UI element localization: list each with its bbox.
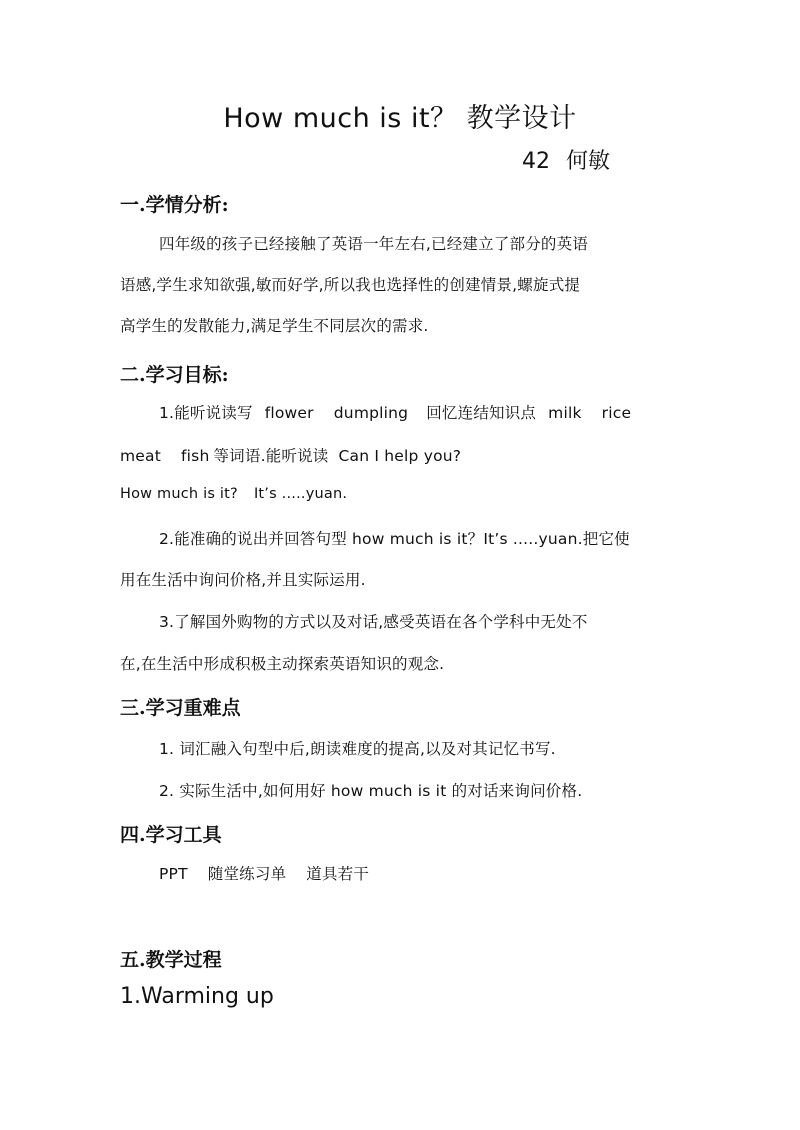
key-point-item: 2. 实际生活中,如何用好 how much is it 的对话来询问价格.	[159, 782, 583, 800]
document-title: How much is it？ 教学设计	[223, 103, 577, 134]
tool-item: 随堂练习单	[207, 865, 287, 883]
objective-3-line-2: 在,在生活中形成积极主动探索英语知识的观念.	[120, 655, 445, 673]
key-point-item: 1. 词汇融入句型中后,朗读难度的提高,以及对其记忆书写.	[159, 740, 556, 758]
objective-1-line-1	[159, 401, 631, 423]
paragraph-line: 四年级的孩子已经接触了英语一年左右,已经建立了部分的英语	[159, 235, 589, 253]
objective-2-line-2: 用在生活中询问价格,并且实际运用.	[120, 571, 366, 589]
paragraph-line: 高学生的发散能力,满足学生不同层次的需求.	[120, 317, 429, 335]
tools-line	[159, 862, 369, 884]
objective-2-line-1: 2.能准确的说出并回答句型 how much is it？It’s .....yuan.把它使	[159, 530, 630, 548]
vocab-word: milk	[548, 404, 582, 422]
tool-item: 道具若干	[306, 865, 370, 883]
example-question: Can I help you?	[338, 447, 462, 465]
author-name: 何敏	[566, 149, 611, 174]
objective-text: 回忆连结知识点	[426, 404, 537, 422]
objective-1-line-2	[120, 444, 461, 466]
objective-3-line-1: 3.了解国外购物的方式以及对话,感受英语在各个学科中无处不	[159, 613, 588, 631]
vocab-word: rice	[601, 404, 632, 422]
vocab-word: dumpling	[333, 404, 409, 422]
section-heading-learner-analysis: 一.学情分析:	[120, 194, 229, 216]
section-heading-key-points: 三.学习重难点	[120, 697, 241, 719]
section-heading-teaching-process: 五.教学过程	[120, 949, 222, 971]
vocab-word: fish	[181, 447, 210, 465]
process-step-heading: 1.Warming up	[120, 984, 274, 1009]
example-answer: It’s .....yuan.	[253, 486, 348, 502]
objective-text: 等词语.能听说读	[213, 447, 329, 465]
author-number: 42	[522, 149, 550, 174]
vocab-word: meat	[120, 447, 162, 465]
section-heading-objectives: 二.学习目标:	[120, 364, 229, 386]
paragraph-line: 语感,学生求知欲强,敏而好学,所以我也选择性的创建情景,螺旋式提	[120, 276, 581, 294]
section-heading-tools: 四.学习工具	[120, 824, 222, 846]
objective-text: 1.能听说读写	[159, 404, 253, 422]
author-line	[522, 144, 610, 175]
objective-1-line-3	[120, 486, 347, 502]
tool-item: PPT	[159, 865, 188, 883]
example-question: How much is it?	[120, 486, 238, 502]
vocab-word: flower	[264, 404, 314, 422]
